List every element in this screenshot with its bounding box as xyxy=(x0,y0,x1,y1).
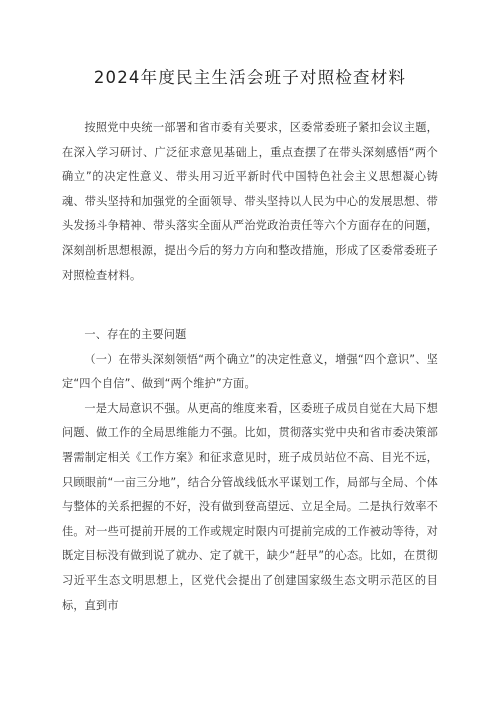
section-1-heading: 一、存在的主要问题 xyxy=(84,328,187,341)
intro-paragraph: 按照党中央统一部署和省市委有关要求，区委常委班子紧扣会议主题，在深入学习研讨、广泛征求意见基础上，重点查摆了在带头深刻感悟“两个确立”的决定性意义、带头用习近平新时代中国特色社会主义思想凝心铸魂、带头坚持和加强党的全面领导、带头坚持以人民为中心的发展思想、带头发扬斗争精神、带头落实全面从严治党政治责任等六个方面存在的问题，深刻剖析思想根源，提出今后的努力方向和整改措施，形成了区委常委班子对照检查材料。 xyxy=(62,121,438,282)
section-1-block xyxy=(62,323,438,618)
intro-block xyxy=(62,116,438,288)
paragraph-1: 一是大局意识不强。从更高的维度来看，区委班子成员自觉在大局下想问题、做工作的全局思维能力不强。比如，贯彻落实党中央和省市委决策部署需制定相关《工作方案》和征求意见时，班子成员站位不高、目光不远，只顾眼前“一亩三分地”，结合分管战线低水平谋划工作，局部与全局、个体与整体的关系把握的不好，没有做到登高望远、立足全局。二是执行效率不佳。对一些可提前开展的工作或规定时限内可提前完成的工作被动等待，对既定目标没有做到说了就办、定了就干，缺少“赶早”的心态。比如，在贯彻习近平生态文明思想上，区党代会提出了创建国家级生态文明示范区的目标，直到市 xyxy=(62,401,438,612)
subsection-1-heading: （一）在带头深刻领悟“两个确立”的决定性意义，增强“四个意识”、坚定“四个自信”、做到“两个维护”方面。 xyxy=(62,352,438,391)
document-title: 2024年度民主生活会班子对照检查材料 xyxy=(93,68,407,87)
